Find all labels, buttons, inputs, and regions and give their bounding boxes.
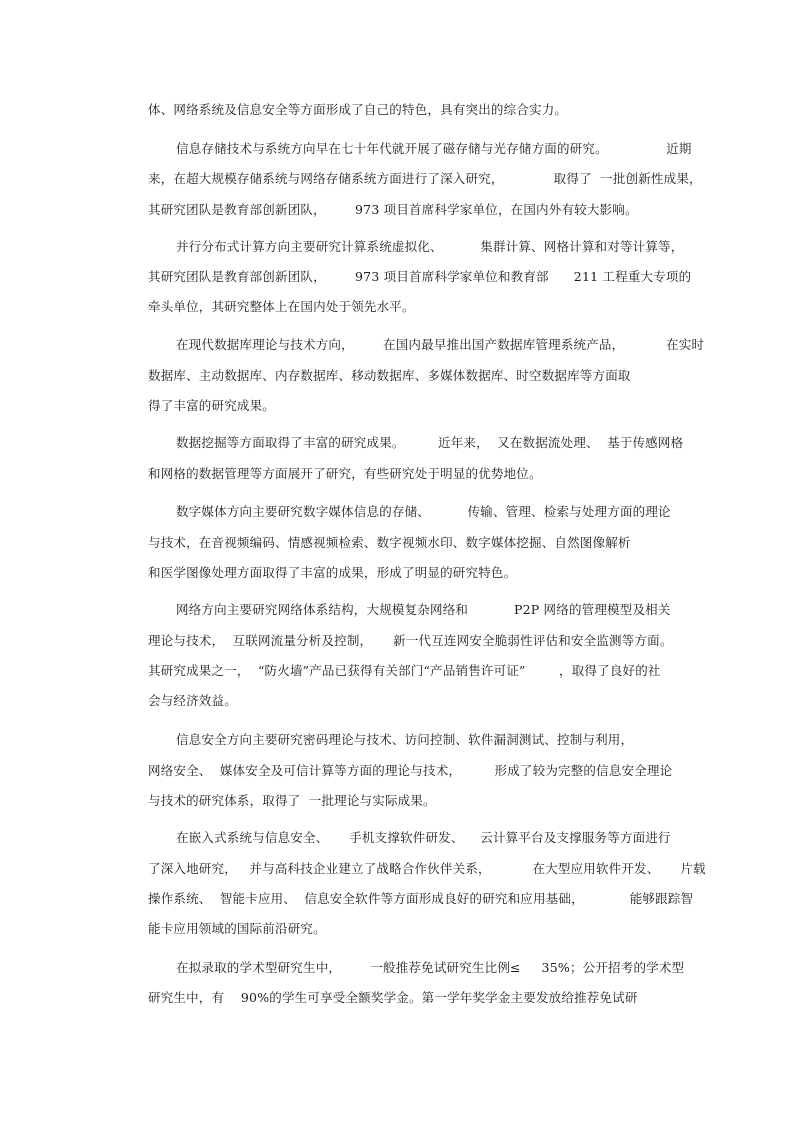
text-line: 信息存储技术与系统方向早在七十年代就开展了磁存储与光存储方面的研究。 近期 (176, 141, 692, 156)
text-line: 其研究团队是教育部创新团队， 973 项目首席科学家单位，在国内外有较大影响。 (148, 202, 638, 217)
text-line: 在现代数据库理论与技术方向， 在国内最早推出国产数据库管理系统产品， 在实时 (176, 337, 705, 352)
text-line: 数字媒体方向主要研究数字媒体信息的存储、 传输、管理、检索与处理方面的理论 (176, 504, 671, 519)
text-line: 其研究成果之一， “防火墙”产品已获得有关部门“产品销售许可证” ，取得了良好的社 (148, 663, 661, 678)
text-line: 信息安全方向主要研究密码理论与技术、访问控制、软件漏洞测试、控制与利用， (176, 732, 634, 747)
text-line: 能卡应用领域的国际前沿研究。 (148, 921, 326, 936)
text-line: 理论与技术， 互联网流量分析及控制， 新一代互连网安全脆弱性评估和安全监测等方面。 (148, 633, 673, 648)
text-line: 其研究团队是教育部创新团队， 973 项目首席科学家单位和教育部 211 工程重大专项的 (148, 269, 692, 284)
text-line: 与技术，在音视频编码、情感视频检索、数字视频水印、数字媒体挖掘、自然图像解析 (148, 535, 631, 550)
text-line: 了深入地研究， 并与高科技企业建立了战略合作伙伴关系， 在大型应用软件开发、 片载 (148, 861, 706, 876)
text-line: 牵头单位，其研究整体上在国内处于领先水平。 (148, 299, 415, 314)
text-line: 在拟录取的学术型研究生中， 一般推荐免试研究生比例≤ 35%；公开招考的学术型 (176, 960, 685, 975)
text-line: 操作系统、 智能卡应用、 信息安全软件等方面形成良好的研究和应用基础， 能够跟踪智 (148, 891, 694, 906)
text-line: 和网格的数据管理等方面展开了研究，有些研究处于明显的优势地位。 (148, 466, 542, 481)
text-line: 与技术的研究体系，取得了 一批理论与实际成果。 (148, 793, 436, 808)
text-line: 来，在超大规模存储系统与网络存储系统方面进行了深入研究， 取得了 一批创新性成果， (148, 171, 702, 186)
text-line: 得了丰富的研究成果。 (148, 398, 276, 413)
text-line: 在嵌入式系统与信息安全、 手机支撑软件研发、 云计算平台及支撑服务等方面进行 (176, 830, 671, 845)
text-line: 和医学图像处理方面取得了丰富的成果，形成了明显的研究特色。 (148, 565, 517, 580)
text-line: 体、网络系统及信息安全等方面形成了自己的特色，具有突出的综合实力。 (148, 102, 568, 117)
text-line: 会与经济效益。 (148, 693, 237, 708)
text-line: 数据库、主动数据库、内存数据库、移动数据库、多媒体数据库、时空数据库等方面取 (148, 368, 631, 383)
text-line: 并行分布式计算方向主要研究计算系统虚拟化、 集群计算、网格计算和对等计算等， (176, 239, 684, 254)
text-line: 网络方向主要研究网络体系结构，大规模复杂网络和 P2P 网络的管理模型及相关 (176, 602, 671, 617)
text-line: 数据挖掘等方面取得了丰富的研究成果。 近年来， 又在数据流处理、 基于传感网格 (176, 435, 684, 450)
text-line: 网络安全、 媒体安全及可信计算等方面的理论与技术， 形成了较为完整的信息安全理论 (148, 763, 673, 778)
text-line: 研究生中，有 90%的学生可享受全额奖学金。第一学年奖学金主要发放给推荐免试研 (148, 990, 638, 1005)
